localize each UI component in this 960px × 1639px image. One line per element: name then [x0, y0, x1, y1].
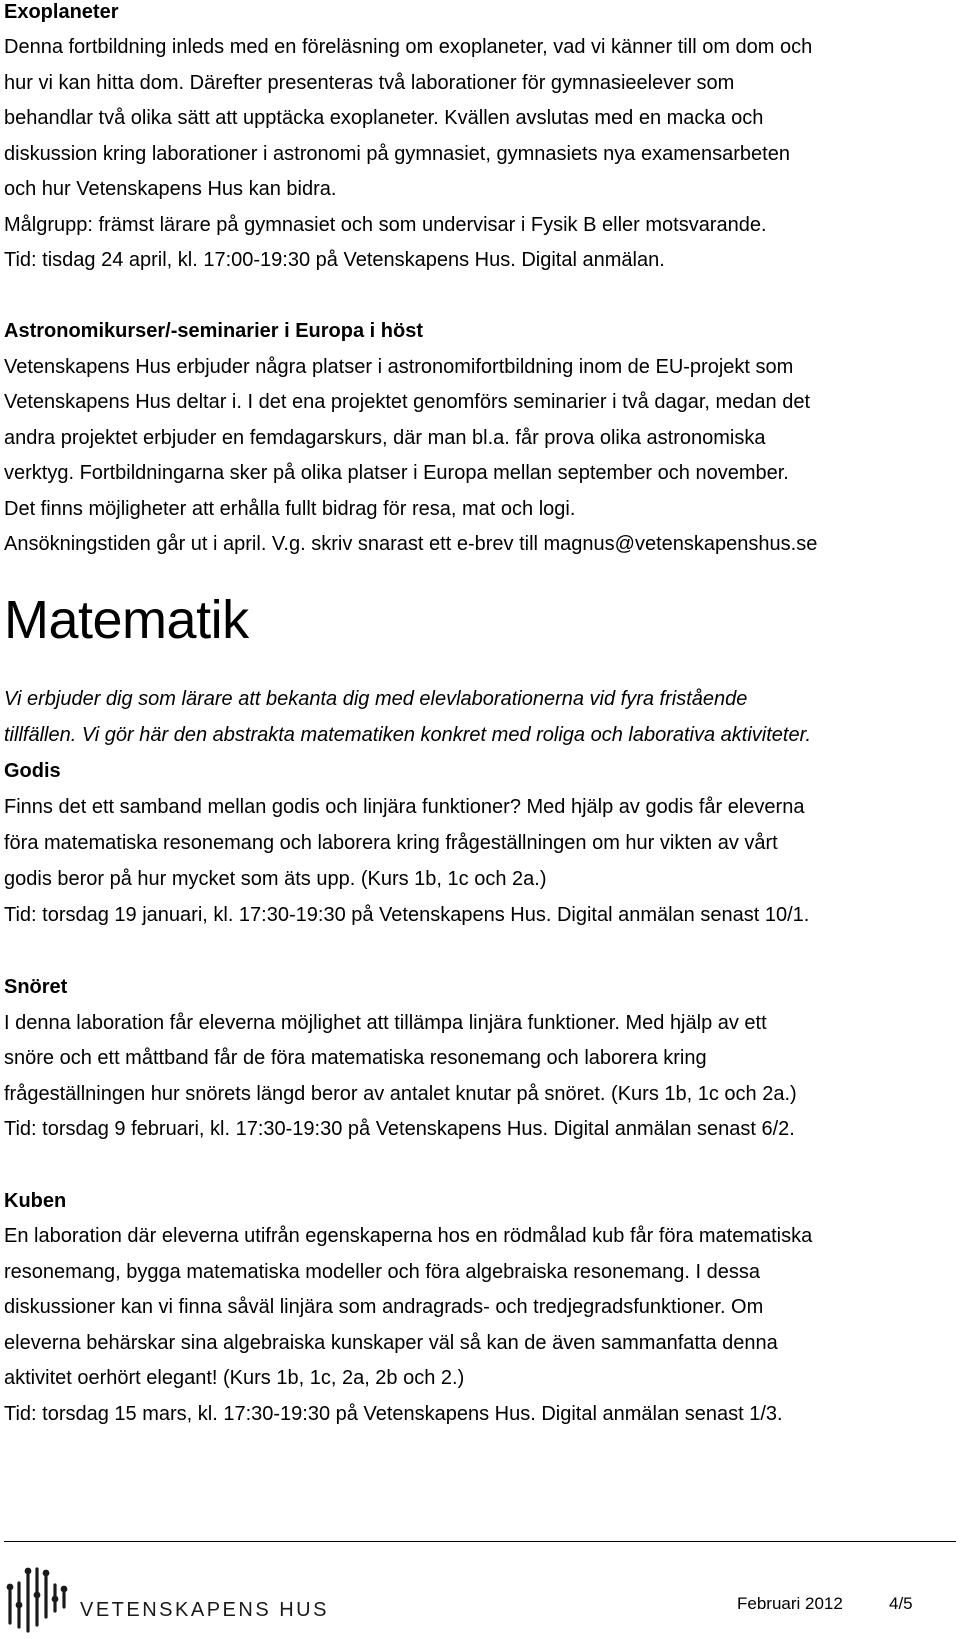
time-line: Tid: torsdag 15 mars, kl. 17:30-19:30 på Vetenskapens Hus. Digital anmälan senast 1/3.: [4, 1403, 783, 1425]
vetenskapens-hus-logo: [4, 1565, 329, 1633]
paragraph-line: hur vi kan hitta dom. Därefter presenteras två laborationer för gymnasieelever som: [4, 72, 735, 94]
intro-line: tillfällen. Vi gör här den abstrakta matematiken konkret med roliga och laborativa aktiviteter.: [4, 724, 812, 746]
logo-mark-icon: [4, 1565, 70, 1633]
paragraph-line: diskussion kring laborationer i astronomi på gymnasiet, gymnasiets nya examensarbeten: [4, 143, 790, 165]
section-heading-kuben: Kuben: [4, 1190, 67, 1212]
footer-divider: [4, 1541, 956, 1542]
time-line: Tid: tisdag 24 april, kl. 17:00-19:30 på Vetenskapens Hus. Digital anmälan.: [4, 249, 665, 271]
time-line: Tid: torsdag 9 februari, kl. 17:30-19:30 på Vetenskapens Hus. Digital anmälan senast 6/2.: [4, 1118, 795, 1140]
intro-line: Vi erbjuder dig som lärare att bekanta dig med elevlaborationerna vid fyra fristående: [4, 688, 748, 710]
target-group-line: Målgrupp: främst lärare på gymnasiet och som undervisar i Fysik B eller motsvarande.: [4, 214, 767, 236]
paragraph-line: godis beror på hur mycket som äts upp. (Kurs 1b, 1c och 2a.): [4, 868, 547, 890]
paragraph-line: En laboration där eleverna utifrån egenskaperna hos en rödmålad kub får föra matematiska: [4, 1225, 813, 1247]
paragraph-line: Vetenskapens Hus deltar i. I det ena projektet genomförs seminarier i två dagar, medan det: [4, 391, 811, 413]
page-title-matematik: Matematik: [4, 590, 249, 650]
paragraph-line: verktyg. Fortbildningarna sker på olika platser i Europa mellan september och november.: [4, 462, 789, 484]
paragraph-line: frågeställningen hur snörets längd beror av antalet knutar på snöret. (Kurs 1b, 1c och 2a.): [4, 1083, 797, 1105]
paragraph-line: resonemang, bygga matematiska modeller och föra algebraiska resonemang. I dessa: [4, 1261, 760, 1283]
paragraph-line: I denna laboration får eleverna möjlighet att tillämpa linjära funktioner. Med hjälp av ett: [4, 1012, 767, 1034]
logo-text: VETENSKAPENS HUS: [80, 1599, 329, 1621]
paragraph-line: eleverna behärskar sina algebraiska kunskaper väl så kan de även sammanfatta denna: [4, 1332, 778, 1354]
paragraph-line: behandlar två olika sätt att upptäcka exoplaneter. Kvällen avslutas med en macka och: [4, 107, 764, 129]
page-number: 4/5: [889, 1594, 913, 1613]
time-line: Tid: torsdag 19 januari, kl. 17:30-19:30 på Vetenskapens Hus. Digital anmälan senast 10/1.: [4, 904, 810, 926]
paragraph-line: snöre och ett måttband får de föra matematiska resonemang och laborera kring: [4, 1047, 707, 1069]
paragraph-line: föra matematiska resonemang och laborera kring frågeställningen om hur vikten av vårt: [4, 832, 778, 854]
section-heading-astronomikurser: Astronomikurser/-seminarier i Europa i höst: [4, 320, 423, 342]
section-heading-exoplaneter: Exoplaneter: [4, 1, 119, 23]
contact-line: Ansökningstiden går ut i april. V.g. skriv snarast ett e-brev till magnus@vetenskapenshus.se: [4, 533, 818, 555]
paragraph-line: aktivitet oerhört elegant! (Kurs 1b, 1c, 2a, 2b och 2.): [4, 1367, 465, 1389]
section-heading-godis: Godis: [4, 760, 61, 782]
footer-date: Februari 2012: [737, 1594, 843, 1613]
paragraph-line: Finns det ett samband mellan godis och linjära funktioner? Med hjälp av godis får eleverna: [4, 796, 805, 818]
paragraph-line: Det finns möjligheter att erhålla fullt bidrag för resa, mat och logi.: [4, 498, 576, 520]
paragraph-line: och hur Vetenskapens Hus kan bidra.: [4, 178, 337, 200]
paragraph-line: Vetenskapens Hus erbjuder några platser i astronomifortbildning inom de EU-projekt som: [4, 356, 794, 378]
section-heading-snoret: Snöret: [4, 976, 68, 998]
paragraph-line: andra projektet erbjuder en femdagarskurs, där man bl.a. får prova olika astronomiska: [4, 427, 766, 449]
paragraph-line: diskussioner kan vi finna såväl linjära som andragrads- och tredjegradsfunktioner. Om: [4, 1296, 764, 1318]
paragraph-line: Denna fortbildning inleds med en föreläsning om exoplaneter, vad vi känner till om dom och: [4, 36, 813, 58]
